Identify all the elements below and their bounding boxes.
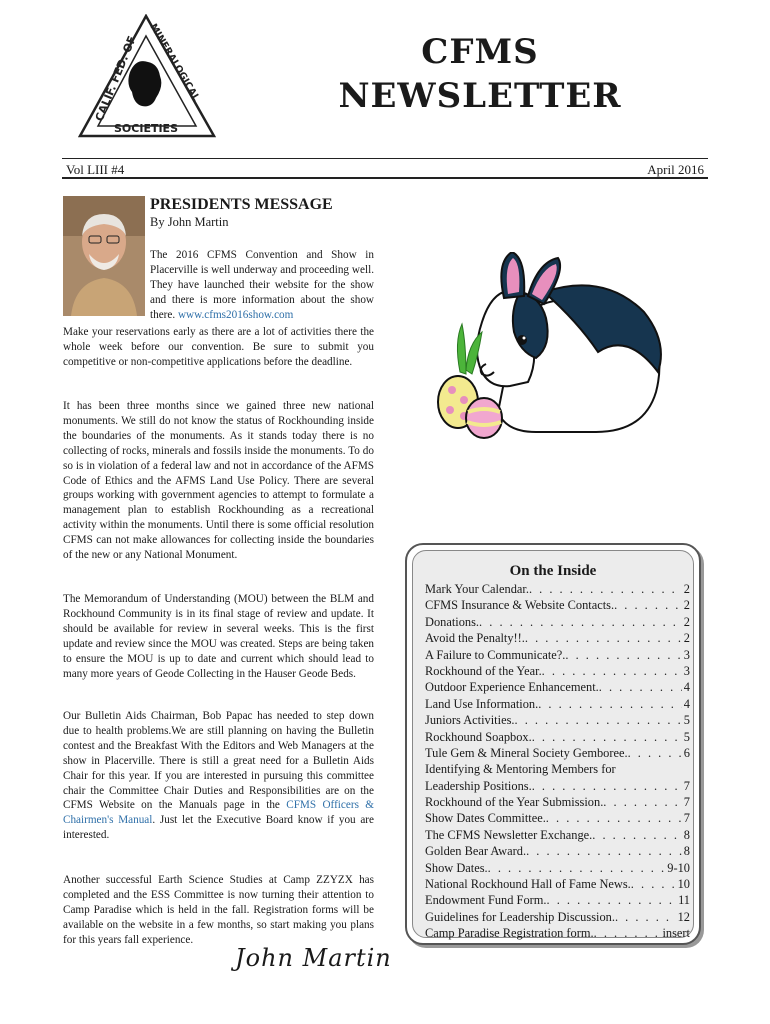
toc-leader-dots [599, 680, 682, 695]
toc-item-title: The CFMS Newsletter Exchange. [425, 827, 593, 842]
toc-item-title: Land Use Information. [425, 696, 539, 711]
toc-item[interactable] [425, 779, 690, 795]
toc-item-title: Tule Gem & Mineral Society Gemboree. [425, 745, 628, 760]
author-photo [63, 196, 145, 316]
toc-item[interactable] [425, 680, 690, 696]
toc-item-title: Guidelines for Leadership Discussion. [425, 909, 615, 924]
toc-item-page: 2 [683, 614, 690, 629]
toc-leader-dots [615, 910, 676, 925]
newsletter-title [330, 30, 630, 118]
toc-item[interactable] [425, 582, 690, 598]
toc-item-title: Identifying & Mentoring Members for [425, 762, 616, 777]
toc-item-title: CFMS Insurance & Website Contacts. [425, 598, 615, 613]
toc-item-page: 5 [683, 729, 690, 744]
paragraph-1-continued: Make your reservations early as there are a lot of activities there the whole week before our convention. Be sure to submit you competitive or non-competitive applications before the deadline. [63, 326, 374, 368]
logo-text-left: CALIF. FED. OF [92, 34, 139, 124]
toc-item-page: 2 [683, 582, 690, 596]
easter-bunny-illustration [424, 252, 668, 442]
toc-leader-dots [594, 926, 661, 941]
toc-item-title: Mark Your Calendar. [425, 582, 529, 596]
title-line-1: CFMS [421, 32, 539, 72]
toc-item-page: 5 [683, 713, 690, 728]
toc-item-page: 8 [683, 827, 690, 842]
toc-item-page: 9-10 [667, 860, 690, 875]
toc-item-title: Rockhound of the Year. [425, 663, 542, 678]
paragraph-bulletin-aids [63, 709, 374, 843]
toc-item[interactable] [425, 926, 690, 942]
toc-inner-panel [412, 550, 694, 941]
paragraph-bulletin-aids-end: . Just let the Executive Board know if you are interested. [63, 814, 374, 842]
toc-item-page: 8 [683, 844, 690, 859]
toc-item[interactable] [425, 893, 690, 909]
toc-item-title: Camp Paradise Registration form. [425, 926, 594, 941]
toc-item-title: Rockhound of the Year Submission. [425, 795, 604, 810]
toc-item[interactable] [425, 598, 690, 614]
toc-item[interactable] [425, 910, 690, 926]
signature: John Martin [235, 944, 392, 972]
toc-item[interactable] [425, 615, 690, 631]
toc-item-page: 7 [683, 795, 690, 810]
toc-leader-dots [614, 598, 682, 613]
toc-item[interactable] [425, 762, 690, 778]
toc-item-title: Leadership Positions. [425, 778, 532, 793]
toc-item[interactable] [425, 631, 690, 647]
cfms-logo [78, 14, 216, 142]
toc-item-title: Outdoor Experience Enhancement. [425, 680, 599, 695]
toc-item-title: Endowment Fund Form. [425, 893, 547, 908]
toc-item-page: 7 [683, 778, 690, 793]
toc-item-page: 10 [677, 877, 690, 892]
toc-item-page: 7 [683, 811, 690, 826]
toc-item-title: A Failure to Communicate?. [425, 647, 566, 662]
toc-item-title: Avoid the Penalty!!. [425, 631, 525, 646]
toc-item-page: 2 [683, 598, 690, 613]
paragraph-ess: Another successful Earth Science Studies at Camp ZZYZX has completed and the ESS Committee is now turning their attention to Camp Paradise which is held in the fall. Registration forms will be available on the website in a few months, so start making you plans for this years fall experience. [63, 874, 374, 946]
toc-item-title: National Rockhound Hall of Fame News. [425, 877, 631, 892]
issue-date: April 2016 [647, 162, 704, 177]
toc-item-page: 3 [683, 663, 690, 678]
toc-item-title: Show Dates. [425, 860, 488, 875]
toc-item-title: Juniors Activities. [425, 713, 515, 728]
presidents-message-heading: PRESIDENTS MESSAGE [150, 196, 333, 213]
toc-leader-dots [631, 877, 676, 892]
toc-item-page: 4 [683, 696, 690, 711]
paragraph-monuments: It has been three months since we gained three new national monuments. We still do not know the status of Rockhounding inside the boundaries of the monuments. As it stands today there is no collecting of rocks, minerals and fossils inside the monuments. To do so is in violation of a federal law and not in accordance of the AFMS Code of Ethics and the AFMS Land Use Policy. There are several groups working with government agencies to attempt to formulate a management plan to establish Rockhounding as a recreational activity within the monuments. Until there is some official resolution CFMS can not make allowances for collecting inside the boundaries of the new or any National Monument. [63, 400, 374, 562]
paragraph-bulletin-aids-text: Our Bulletin Aids Chairman, Bob Papac has needed to step down due to health problems.We are still planning on having the Bulletin contest and the Breakfast With the Editors and Web Managers at the show in Placerville. There is still a great need for a Bulletin Aids Chair for this year. If you are interested in pursuing this committee chair the Committee Chair Duties and Responsibilities are on the CFMS Website on the Manuals page in the [63, 710, 374, 812]
officers-manual-link[interactable]: CFMS Officers & Chairmen's Manual [63, 799, 374, 827]
toc-leader-dots [479, 615, 682, 630]
toc-leader-dots [532, 730, 682, 745]
toc-leader-dots [546, 811, 682, 826]
toc-leader-dots [547, 893, 677, 908]
header-divider-bottom [62, 177, 708, 179]
toc-item[interactable] [425, 877, 690, 893]
logo-text-right: MINERALOGICAL [147, 21, 202, 104]
toc-item[interactable] [425, 828, 690, 844]
toc-item[interactable] [425, 861, 690, 877]
toc-item[interactable] [425, 844, 690, 860]
toc-title: On the Inside [509, 563, 597, 579]
toc-leader-dots [529, 582, 682, 597]
volume-number: Vol LIII #4 [66, 162, 125, 177]
california-map-icon [128, 61, 161, 106]
toc-leader-dots [526, 844, 682, 859]
toc-item[interactable] [425, 648, 690, 664]
toc-item-page: 2 [683, 631, 690, 646]
toc-item-title: Donations. [425, 614, 480, 629]
table-of-contents-box [405, 543, 701, 945]
toc-leader-dots [515, 713, 682, 728]
toc-item-page: 4 [683, 680, 690, 695]
toc-leader-dots [538, 697, 682, 712]
toc-item[interactable] [425, 795, 690, 811]
byline: By John Martin [150, 215, 229, 229]
toc-item-page: 6 [683, 745, 690, 760]
logo-text-bottom: SOCIETIES [114, 122, 178, 135]
toc-leader-dots [532, 779, 682, 794]
toc-item[interactable] [425, 697, 690, 713]
toc-item[interactable] [425, 664, 690, 680]
toc-leader-dots [542, 664, 682, 679]
toc-item-page: insert [662, 926, 690, 941]
toc-leader-dots [525, 631, 682, 646]
toc-item-title: Show Dates Committee. [425, 811, 546, 826]
toc-leader-dots [592, 828, 682, 843]
title-line-2: NEWSLETTER [338, 76, 622, 116]
convention-website-link[interactable]: www.cfms2016show.com [177, 308, 294, 321]
header-divider [62, 158, 708, 159]
toc-leader-dots [488, 861, 666, 876]
paragraph-1-text: The 2016 CFMS Convention and Show in Placerville is well underway and proceeding well. They have launched their website for the show and there is more information about the show there. [150, 249, 374, 321]
toc-item-page: 11 [678, 893, 690, 908]
toc-leader-dots [565, 648, 681, 663]
toc-item[interactable] [425, 746, 690, 762]
paragraph-mou: The Memorandum of Understanding (MOU) between the BLM and Rockhound Community is in its final stage of review and update. It should be available for review in several weeks. This is the first update and review since the MOU was created. Steps are being taken to ensure the MOU is up to date and current which should lead to many more years of Geode Collecting in the Hauser Geode Beds. [63, 593, 374, 680]
toc-item[interactable] [425, 730, 690, 746]
toc-item-page: 3 [683, 647, 690, 662]
toc-item[interactable] [425, 811, 690, 827]
toc-leader-dots [603, 795, 682, 810]
toc-item-page: 12 [677, 909, 690, 924]
toc-item-title: Golden Bear Award. [425, 844, 527, 859]
paragraph-1-intro [150, 248, 374, 323]
toc-leader-dots [628, 746, 682, 761]
toc-list [425, 582, 690, 943]
toc-item-title: Rockhound Soapbox. [425, 729, 532, 744]
toc-item[interactable] [425, 713, 690, 729]
